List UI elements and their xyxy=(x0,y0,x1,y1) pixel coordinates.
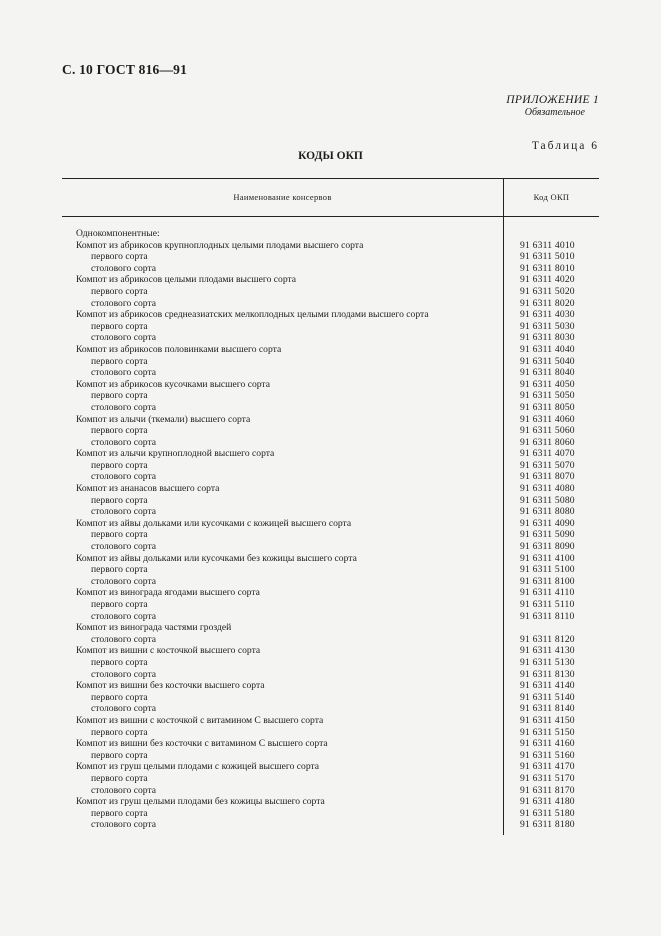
okp-code: 91 6311 8040 xyxy=(520,367,575,379)
okp-code: 91 6311 5050 xyxy=(520,390,575,402)
table-row xyxy=(62,437,599,449)
product-name: столового сорта xyxy=(91,401,157,413)
product-name: столового сорта xyxy=(91,262,157,274)
okp-code: 91 6311 5180 xyxy=(520,807,575,819)
okp-code: 91 6311 4040 xyxy=(520,343,575,355)
table-row xyxy=(62,645,599,657)
product-name: Компот из винограда ягодами высшего сорта xyxy=(76,587,260,599)
okp-code: 91 6311 5080 xyxy=(520,494,575,506)
table-row xyxy=(62,448,599,460)
okp-code: 91 6311 8140 xyxy=(520,703,575,715)
table-row xyxy=(62,785,599,797)
table-row xyxy=(62,483,599,495)
product-name: Компот из ананасов высшего сорта xyxy=(76,483,220,495)
okp-code: 91 6311 5160 xyxy=(520,749,575,761)
product-name: столового сорта xyxy=(91,436,157,448)
okp-code: 91 6311 5100 xyxy=(520,564,575,576)
product-name: первого сорта xyxy=(91,320,148,332)
table-row xyxy=(62,599,599,611)
product-name: столового сорта xyxy=(91,610,157,622)
product-name: столового сорта xyxy=(91,332,157,344)
product-name: Компот из груш целыми плодами с кожицей высшего сорта xyxy=(76,761,320,773)
product-name: Компот из айвы дольками или кусочками без кожицы высшего сорта xyxy=(76,552,357,564)
table-row xyxy=(62,356,599,368)
codes-table xyxy=(62,178,599,835)
okp-code: 91 6311 5020 xyxy=(520,285,575,297)
product-name: Компот из груш целыми плодами без кожицы высшего сорта xyxy=(76,796,325,808)
table-row xyxy=(62,541,599,553)
okp-code: 91 6311 4060 xyxy=(520,413,575,425)
product-name: Однокомпонентные: xyxy=(76,228,160,239)
product-name: столового сорта xyxy=(91,819,157,831)
product-name: столового сорта xyxy=(91,703,157,715)
table-row xyxy=(62,495,599,507)
okp-code: 91 6311 8090 xyxy=(520,541,575,553)
table-row xyxy=(62,425,599,437)
table-row xyxy=(62,402,599,414)
table-row xyxy=(62,390,599,402)
table-row xyxy=(62,321,599,333)
okp-code: 91 6311 4030 xyxy=(520,309,575,321)
table-row xyxy=(62,529,599,541)
product-name: столового сорта xyxy=(91,633,157,645)
product-name: Компот из вишни с косточкой с витамином С высшего сорта xyxy=(76,714,324,726)
product-name: первого сорта xyxy=(91,355,148,367)
table-row xyxy=(62,680,599,692)
okp-code: 91 6311 5060 xyxy=(520,425,575,437)
table-row xyxy=(62,611,599,623)
table-row xyxy=(62,379,599,391)
table-row xyxy=(62,344,599,356)
product-name: Компот из алычи крупноплодной высшего сорта xyxy=(76,448,275,460)
product-name: столового сорта xyxy=(91,541,157,553)
okp-code: 91 6311 4170 xyxy=(520,761,575,773)
okp-code: 91 6311 5040 xyxy=(520,355,575,367)
okp-code: 91 6311 5010 xyxy=(520,251,575,263)
table-header-rule xyxy=(62,216,599,217)
table-row xyxy=(62,286,599,298)
appendix-title: ПРИЛОЖЕНИЕ 1 xyxy=(506,94,599,106)
product-name: Компот из абрикосов половинками высшего сорта xyxy=(76,343,282,355)
okp-code: 91 6311 8110 xyxy=(520,610,575,622)
product-name: столового сорта xyxy=(91,506,157,518)
product-name: Компот из абрикосов крупноплодных целыми плодами высшего сорта xyxy=(76,239,364,251)
table-body xyxy=(62,228,599,831)
okp-code: 91 6311 4100 xyxy=(520,552,575,564)
product-name: первого сорта xyxy=(91,390,148,402)
okp-code: 91 6311 4140 xyxy=(520,680,575,692)
product-name: столового сорта xyxy=(91,668,157,680)
product-name: первого сорта xyxy=(91,285,148,297)
okp-code: 91 6311 4110 xyxy=(520,587,575,599)
okp-code: 91 6311 4080 xyxy=(520,483,575,495)
table-row xyxy=(62,576,599,588)
okp-code: 91 6311 4010 xyxy=(520,239,575,251)
table-row xyxy=(62,251,599,263)
table-row xyxy=(62,367,599,379)
okp-code: 91 6311 4090 xyxy=(520,517,575,529)
okp-code: 91 6311 5090 xyxy=(520,529,575,541)
product-name: Компот из абрикосов среднеазиатских мелкоплодных целыми плодами высшего сорта xyxy=(76,309,429,321)
okp-code: 91 6311 5070 xyxy=(520,459,575,471)
table-row xyxy=(62,761,599,773)
table-row xyxy=(62,703,599,715)
okp-code: 91 6311 8120 xyxy=(520,633,575,645)
table-row xyxy=(62,263,599,275)
product-name: первого сорта xyxy=(91,564,148,576)
okp-code: 91 6311 4160 xyxy=(520,738,575,750)
doc-title: КОДЫ ОКП xyxy=(298,150,363,162)
table-row xyxy=(62,414,599,426)
table-row xyxy=(62,715,599,727)
okp-code: 91 6311 8080 xyxy=(520,506,575,518)
table-row xyxy=(62,228,599,240)
product-name: Компот из айвы дольками или кусочками с кожицей высшего сорта xyxy=(76,517,352,529)
okp-code: 91 6311 5150 xyxy=(520,726,575,738)
product-name: первого сорта xyxy=(91,691,148,703)
table-row xyxy=(62,808,599,820)
okp-code: 91 6311 4150 xyxy=(520,714,575,726)
product-name: столового сорта xyxy=(91,471,157,483)
product-name: Компот из вишни без косточки высшего сорта xyxy=(76,680,265,692)
product-name: Компот из вишни с косточкой высшего сорта xyxy=(76,645,261,657)
table-row xyxy=(62,553,599,565)
table-row xyxy=(62,240,599,252)
okp-code: 91 6311 5110 xyxy=(520,599,575,610)
product-name: столового сорта xyxy=(91,297,157,309)
okp-code: 91 6311 8060 xyxy=(520,436,575,448)
product-name: Компот из абрикосов кусочками высшего сорта xyxy=(76,378,270,390)
product-name: Компот из винограда частями гроздей xyxy=(76,622,232,634)
table-row xyxy=(62,738,599,750)
column-header-code: Код ОКП xyxy=(533,192,570,202)
appendix-subtitle: Обязательное xyxy=(524,107,585,118)
table-row xyxy=(62,506,599,518)
appendix-block xyxy=(506,94,599,118)
table-row xyxy=(62,587,599,599)
table-row xyxy=(62,564,599,576)
table-row xyxy=(62,309,599,321)
table-row xyxy=(62,692,599,704)
product-name: столового сорта xyxy=(91,784,157,796)
okp-code: 91 6311 5130 xyxy=(520,656,575,668)
table-label: Таблица 6 xyxy=(531,140,599,152)
table-row xyxy=(62,727,599,739)
okp-code: 91 6311 5030 xyxy=(520,320,575,332)
okp-code: 91 6311 4130 xyxy=(520,645,575,657)
product-name: первого сорта xyxy=(91,494,148,506)
product-name: первого сорта xyxy=(91,772,148,784)
product-name: столового сорта xyxy=(91,575,157,587)
table-row xyxy=(62,298,599,310)
table-row xyxy=(62,750,599,762)
table-row xyxy=(62,773,599,785)
okp-code: 91 6311 8030 xyxy=(520,332,575,344)
product-name: первого сорта xyxy=(91,459,148,471)
product-name: первого сорта xyxy=(91,656,148,668)
table-row xyxy=(62,471,599,483)
table-row xyxy=(62,657,599,669)
table-row xyxy=(62,669,599,681)
table-row xyxy=(62,796,599,808)
okp-code: 91 6311 5140 xyxy=(520,691,575,703)
okp-code: 91 6311 5170 xyxy=(520,772,575,784)
product-name: Компот из алычи (ткемали) высшего сорта xyxy=(76,413,251,425)
table-row xyxy=(62,622,599,634)
product-name: первого сорта xyxy=(91,425,148,437)
table-top-rule xyxy=(62,178,599,179)
okp-code: 91 6311 8130 xyxy=(520,668,575,680)
table-row xyxy=(62,634,599,646)
okp-code: 91 6311 4050 xyxy=(520,378,575,390)
table-row xyxy=(62,332,599,344)
table-row xyxy=(62,518,599,530)
product-name: Компот из абрикосов целыми плодами высшего сорта xyxy=(76,274,297,286)
okp-code: 91 6311 4070 xyxy=(520,448,575,460)
table-row xyxy=(62,274,599,286)
product-name: столового сорта xyxy=(91,367,157,379)
table-row xyxy=(62,460,599,472)
column-header-name: Наименование консервов xyxy=(233,192,332,202)
product-name: первого сорта xyxy=(91,599,148,610)
product-name: первого сорта xyxy=(91,726,148,738)
okp-code: 91 6311 4180 xyxy=(520,796,575,808)
okp-code: 91 6311 4020 xyxy=(520,274,575,286)
product-name: первого сорта xyxy=(91,251,148,263)
okp-code: 91 6311 8010 xyxy=(520,262,575,274)
product-name: первого сорта xyxy=(91,749,148,761)
okp-code: 91 6311 8050 xyxy=(520,401,575,413)
okp-code: 91 6311 8180 xyxy=(520,819,575,831)
product-name: первого сорта xyxy=(91,529,148,541)
okp-code: 91 6311 8170 xyxy=(520,784,575,796)
table-row xyxy=(62,819,599,831)
page-header: С. 10 ГОСТ 816—91 xyxy=(62,62,188,77)
okp-code: 91 6311 8020 xyxy=(520,297,575,309)
product-name: Компот из вишни без косточки с витамином С высшего сорта xyxy=(76,738,328,750)
product-name: первого сорта xyxy=(91,807,148,819)
okp-code: 91 6311 8070 xyxy=(520,471,575,483)
okp-code: 91 6311 8100 xyxy=(520,575,575,587)
